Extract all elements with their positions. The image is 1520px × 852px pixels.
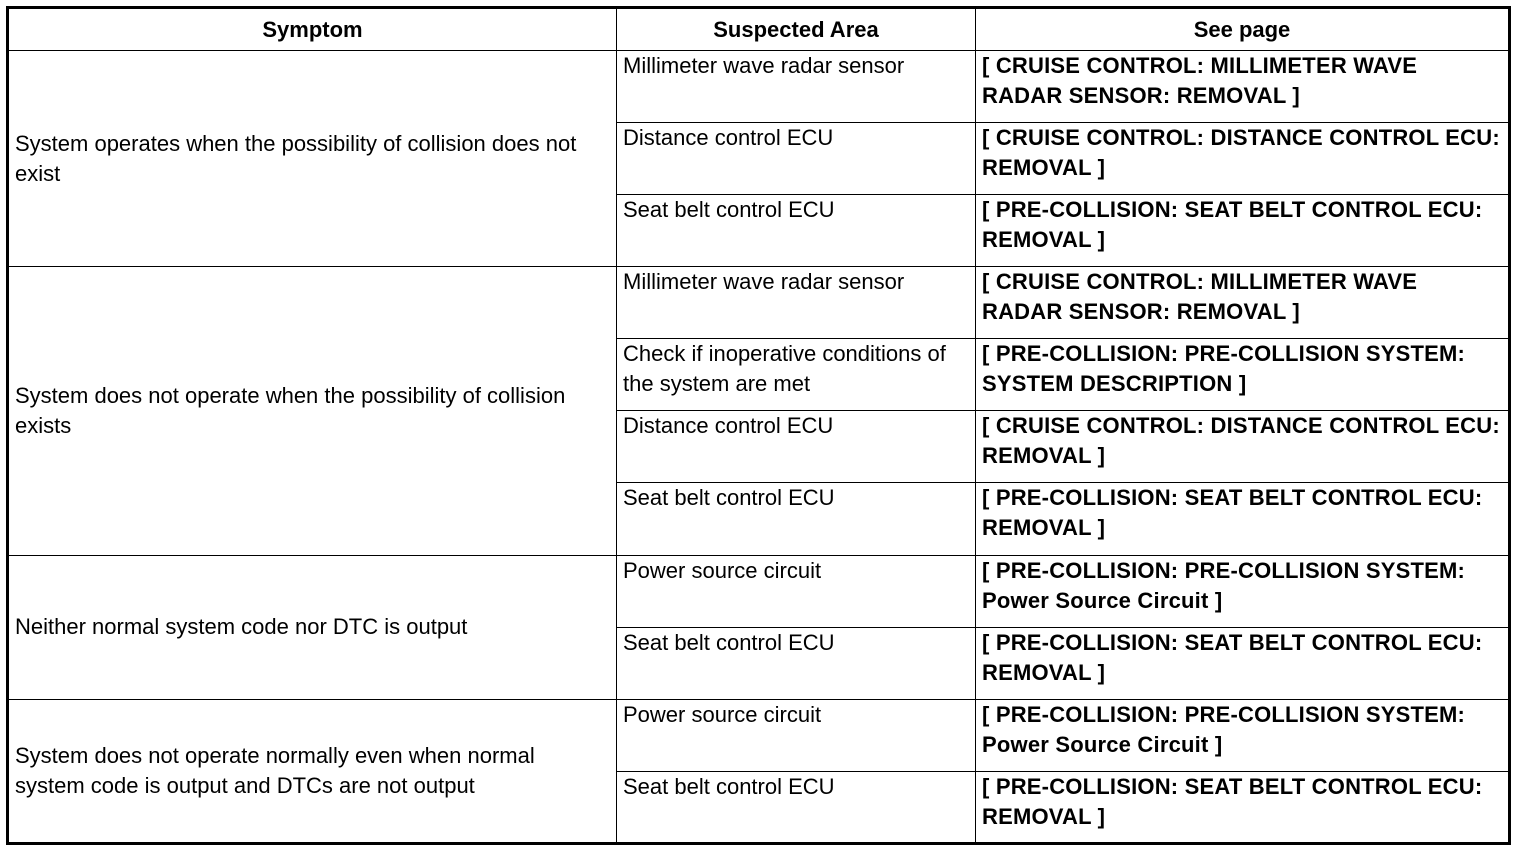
- suspected-area-cell: Power source circuit: [617, 555, 976, 627]
- suspected-area-cell: Check if inoperative conditions of the system are met: [617, 339, 976, 411]
- suspected-area-cell: Seat belt control ECU: [617, 771, 976, 843]
- header-row: [8, 8, 1510, 51]
- table-row: [8, 51, 1510, 123]
- suspected-area-cell: Seat belt control ECU: [617, 627, 976, 699]
- suspected-area-cell: Distance control ECU: [617, 123, 976, 195]
- see-page-link[interactable]: [ PRE-COLLISION: SEAT BELT CONTROL ECU: REMOVAL ]: [976, 195, 1510, 267]
- see-page-link[interactable]: [ PRE-COLLISION: SEAT BELT CONTROL ECU: REMOVAL ]: [976, 483, 1510, 555]
- see-page-link[interactable]: [ PRE-COLLISION: SEAT BELT CONTROL ECU: REMOVAL ]: [976, 771, 1510, 843]
- suspected-area-cell: Power source circuit: [617, 699, 976, 771]
- see-page-link[interactable]: [ PRE-COLLISION: SEAT BELT CONTROL ECU: REMOVAL ]: [976, 627, 1510, 699]
- symptom-cell: Neither normal system code nor DTC is output: [8, 555, 617, 699]
- see-page-link[interactable]: [ CRUISE CONTROL: DISTANCE CONTROL ECU: REMOVAL ]: [976, 411, 1510, 483]
- see-page-link[interactable]: [ PRE-COLLISION: PRE-COLLISION SYSTEM: Power Source Circuit ]: [976, 555, 1510, 627]
- see-page-link[interactable]: [ CRUISE CONTROL: MILLIMETER WAVE RADAR SENSOR: REMOVAL ]: [976, 51, 1510, 123]
- suspected-area-cell: Millimeter wave radar sensor: [617, 267, 976, 339]
- suspected-area-cell: Seat belt control ECU: [617, 195, 976, 267]
- symptom-cell: System operates when the possibility of collision does not exist: [8, 51, 617, 267]
- table-row: [8, 267, 1510, 339]
- suspected-area-cell: Seat belt control ECU: [617, 483, 976, 555]
- see-page-link[interactable]: [ PRE-COLLISION: PRE-COLLISION SYSTEM: Power Source Circuit ]: [976, 699, 1510, 771]
- table-row: [8, 555, 1510, 627]
- symptom-cell: System does not operate normally even when normal system code is output and DTCs are not output: [8, 699, 617, 843]
- table-row: [8, 699, 1510, 771]
- see-page-link[interactable]: [ PRE-COLLISION: PRE-COLLISION SYSTEM: SYSTEM DESCRIPTION ]: [976, 339, 1510, 411]
- see-page-link[interactable]: [ CRUISE CONTROL: DISTANCE CONTROL ECU: REMOVAL ]: [976, 123, 1510, 195]
- header-suspected-area: Suspected Area: [617, 8, 976, 51]
- suspected-area-cell: Distance control ECU: [617, 411, 976, 483]
- suspected-area-cell: Millimeter wave radar sensor: [617, 51, 976, 123]
- header-see-page: See page: [976, 8, 1510, 51]
- header-symptom: Symptom: [8, 8, 617, 51]
- see-page-link[interactable]: [ CRUISE CONTROL: MILLIMETER WAVE RADAR SENSOR: REMOVAL ]: [976, 267, 1510, 339]
- symptom-cell: System does not operate when the possibility of collision exists: [8, 267, 617, 555]
- symptom-table: [6, 6, 1511, 845]
